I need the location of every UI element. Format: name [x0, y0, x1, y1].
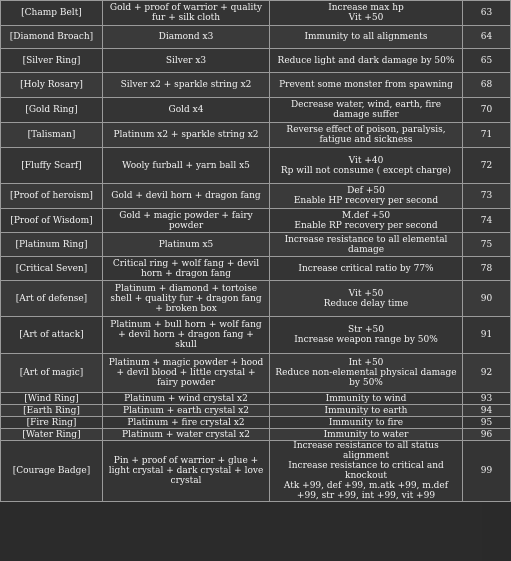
materials-cell: Critical ring + wolf fang + devil horn + dragon fang	[103, 257, 270, 281]
level-cell: 72	[463, 148, 511, 184]
table-row	[1, 393, 511, 405]
level-cell: 73	[463, 184, 511, 209]
effect-cell: Reduce light and dark damage by 50%	[270, 49, 463, 73]
materials-cell: Gold + magic powder + fairy powder	[103, 209, 270, 233]
table-row	[1, 441, 511, 502]
effect-cell: Str +50 Increase weapon range by 50%	[270, 317, 463, 354]
level-cell: 93	[463, 393, 511, 405]
table-row	[1, 233, 511, 257]
level-cell: 91	[463, 317, 511, 354]
level-cell: 75	[463, 233, 511, 257]
level-cell: 65	[463, 49, 511, 73]
recipe-table-body	[1, 1, 511, 502]
materials-cell: Platinum + wind crystal x2	[103, 393, 270, 405]
table-row	[1, 317, 511, 354]
effect-cell: Int +50 Reduce non-elemental physical damage by 50%	[270, 354, 463, 393]
table-row	[1, 429, 511, 441]
materials-cell: Platinum x2 + sparkle string x2	[103, 123, 270, 148]
item-name-cell: [Earth Ring]	[1, 405, 103, 417]
level-cell: 70	[463, 98, 511, 123]
materials-cell: Silver x2 + sparkle string x2	[103, 73, 270, 98]
effect-cell: Immunity to wind	[270, 393, 463, 405]
item-name-cell: [Art of defense]	[1, 281, 103, 317]
item-name-cell: [Champ Belt]	[1, 1, 103, 26]
materials-cell: Platinum + magic powder + hood + devil blood + little crystal + fairy powder	[103, 354, 270, 393]
effect-cell: Prevent some monster from spawning	[270, 73, 463, 98]
level-cell: 71	[463, 123, 511, 148]
materials-cell: Platinum + diamond + tortoise shell + quality fur + dragon fang + broken box	[103, 281, 270, 317]
item-name-cell: [Proof of Wisdom]	[1, 209, 103, 233]
table-row	[1, 73, 511, 98]
item-name-cell: [Fire Ring]	[1, 417, 103, 429]
level-cell: 96	[463, 429, 511, 441]
table-row	[1, 49, 511, 73]
level-cell: 64	[463, 26, 511, 49]
effect-cell: Immunity to fire	[270, 417, 463, 429]
level-cell: 94	[463, 405, 511, 417]
table-row	[1, 257, 511, 281]
level-cell: 63	[463, 1, 511, 26]
materials-cell: Gold + proof of warrior + quality fur + silk cloth	[103, 1, 270, 26]
item-name-cell: [Art of attack]	[1, 317, 103, 354]
item-name-cell: [Diamond Broach]	[1, 26, 103, 49]
level-cell: 99	[463, 441, 511, 502]
table-row	[1, 148, 511, 184]
level-cell: 74	[463, 209, 511, 233]
table-row	[1, 354, 511, 393]
item-name-cell: [Fluffy Scarf]	[1, 148, 103, 184]
materials-cell: Platinum + earth crystal x2	[103, 405, 270, 417]
materials-cell: Pin + proof of warrior + glue + light crystal + dark crystal + love crystal	[103, 441, 270, 502]
effect-cell: Increase resistance to all status alignment Increase resistance to critical and knockout Atk +99, def +99, m.atk +99, m.def +99, str +99, int +99, vit +99	[270, 441, 463, 502]
item-name-cell: [Silver Ring]	[1, 49, 103, 73]
item-name-cell: [Talisman]	[1, 123, 103, 148]
level-cell: 95	[463, 417, 511, 429]
effect-cell: Immunity to earth	[270, 405, 463, 417]
level-cell: 90	[463, 281, 511, 317]
effect-cell: Decrease water, wind, earth, fire damage suffer	[270, 98, 463, 123]
item-name-cell: [Art of magic]	[1, 354, 103, 393]
materials-cell: Gold + devil horn + dragon fang	[103, 184, 270, 209]
effect-cell: Increase resistance to all elemental damage	[270, 233, 463, 257]
table-row	[1, 405, 511, 417]
item-name-cell: [Holy Rosary]	[1, 73, 103, 98]
item-name-cell: [Platinum Ring]	[1, 233, 103, 257]
effect-cell: Increase max hp Vit +50	[270, 1, 463, 26]
materials-cell: Diamond x3	[103, 26, 270, 49]
materials-cell: Gold x4	[103, 98, 270, 123]
materials-cell: Platinum + water crystal x2	[103, 429, 270, 441]
item-name-cell: [Water Ring]	[1, 429, 103, 441]
effect-cell: Immunity to all alignments	[270, 26, 463, 49]
table-row	[1, 123, 511, 148]
level-cell: 92	[463, 354, 511, 393]
effect-cell: Vit +50 Reduce delay time	[270, 281, 463, 317]
table-row	[1, 1, 511, 26]
table-row	[1, 26, 511, 49]
table-row	[1, 209, 511, 233]
item-name-cell: [Critical Seven]	[1, 257, 103, 281]
materials-cell: Platinum x5	[103, 233, 270, 257]
item-name-cell: [Wind Ring]	[1, 393, 103, 405]
level-cell: 68	[463, 73, 511, 98]
effect-cell: M.def +50 Enable RP recovery per second	[270, 209, 463, 233]
level-cell: 78	[463, 257, 511, 281]
item-name-cell: [Proof of heroism]	[1, 184, 103, 209]
effect-cell: Increase critical ratio by 77%	[270, 257, 463, 281]
materials-cell: Platinum + bull horn + wolf fang + devil horn + dragon fang + skull	[103, 317, 270, 354]
materials-cell: Platinum + fire crystal x2	[103, 417, 270, 429]
item-name-cell: [Courage Badge]	[1, 441, 103, 502]
materials-cell: Wooly furball + yarn ball x5	[103, 148, 270, 184]
materials-cell: Silver x3	[103, 49, 270, 73]
effect-cell: Def +50 Enable HP recovery per second	[270, 184, 463, 209]
table-row	[1, 184, 511, 209]
item-name-cell: [Gold Ring]	[1, 98, 103, 123]
table-row	[1, 417, 511, 429]
effect-cell: Reverse effect of poison, paralysis, fatigue and sickness	[270, 123, 463, 148]
table-row	[1, 281, 511, 317]
table-row	[1, 98, 511, 123]
effect-cell: Vit +40 Rp will not consume ( except charge)	[270, 148, 463, 184]
effect-cell: Immunity to water	[270, 429, 463, 441]
